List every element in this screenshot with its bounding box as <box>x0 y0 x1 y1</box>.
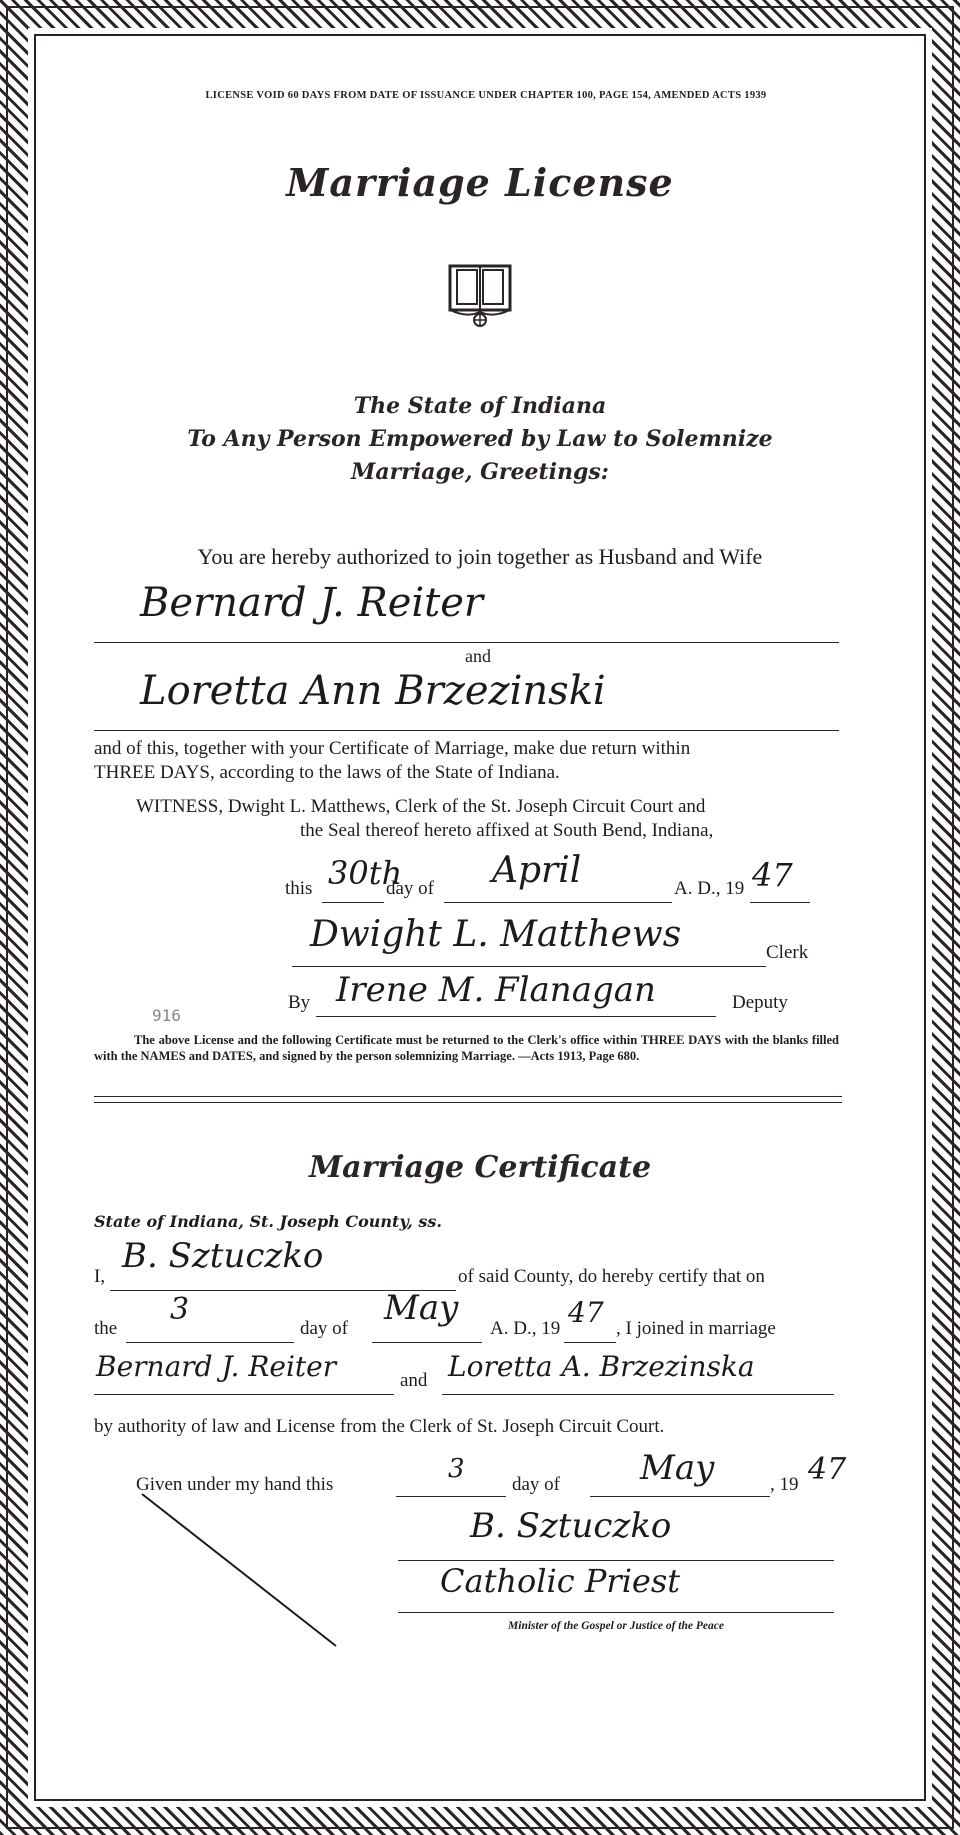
license-day-line <box>322 902 384 903</box>
bride-name-line <box>94 730 839 731</box>
license-title: Marriage License <box>286 160 674 205</box>
return-notice: The above License and the following Certificate must be returned to the Clerk's office within THREE DAYS with the blanks filled with the NAMES and DATES, and signed by the person solemnizing Marriage. —Acts 1913, Page 680. <box>94 1033 839 1063</box>
state-heading-line3: Marriage, Greetings: <box>351 459 609 485</box>
cert-year-handwritten: 47 <box>568 1296 604 1329</box>
joined-text: , I joined in marriage <box>616 1318 776 1339</box>
certify-text: of said County, do hereby certify that on <box>458 1266 765 1287</box>
cert-day-handwritten: 3 <box>170 1292 190 1327</box>
certificate-title: Marriage Certificate <box>308 1150 652 1185</box>
i-label: I, <box>94 1266 106 1287</box>
cert-bride-handwritten: Loretta A. Brzezinska <box>448 1350 755 1383</box>
officiant-name-handwritten: B. Sztuczko <box>122 1236 324 1276</box>
witness-line2: the Seal thereof hereto affixed at South Bend, Indiana, <box>300 820 714 841</box>
cert-month-line <box>372 1342 482 1343</box>
return-line1: and of this, together with your Certificate of Marriage, make due return within <box>94 738 691 759</box>
given-dayof-label: day of <box>512 1474 561 1495</box>
state-heading <box>60 390 900 489</box>
separator-line-bottom <box>94 1102 842 1103</box>
cert-year-line <box>564 1342 616 1343</box>
strike-mark <box>140 1490 340 1650</box>
stray-mark: 916 <box>152 1006 181 1025</box>
authorization-text: You are hereby authorized to join together as Husband and Wife <box>197 544 763 569</box>
separator-line-top <box>94 1096 842 1097</box>
given-day-line <box>396 1496 506 1497</box>
authority-text: by authority of law and License from the Clerk of St. Joseph Circuit Court. <box>94 1416 665 1437</box>
open-book-emblem-icon <box>447 260 513 330</box>
groom-name-line <box>94 642 839 643</box>
cert-day-line <box>126 1342 294 1343</box>
cert-ad-label: A. D., 19 <box>490 1318 561 1339</box>
ad-label: A. D., 19 <box>674 878 745 899</box>
groom-name-handwritten: Bernard J. Reiter <box>140 580 484 626</box>
given-month-handwritten: May <box>640 1448 715 1488</box>
cert-groom-handwritten: Bernard J. Reiter <box>96 1350 337 1383</box>
officiant-title-handwritten: Catholic Priest <box>440 1562 681 1600</box>
clerk-signature-line <box>292 966 766 967</box>
witness-line1: WITNESS, Dwight L. Matthews, Clerk of the St. Joseph Circuit Court and <box>136 796 706 817</box>
license-month-handwritten: April <box>492 850 582 891</box>
cert-month-handwritten: May <box>384 1288 459 1328</box>
officiant-signature-line <box>398 1560 834 1561</box>
officiant-title-line <box>398 1612 834 1613</box>
clerk-label: Clerk <box>766 942 809 963</box>
minister-label: Minister of the Gospel or Justice of the Peace <box>508 1620 724 1632</box>
this-label: this <box>285 878 313 899</box>
and-label: and <box>465 646 491 666</box>
given-label: Given under my hand this <box>136 1474 334 1495</box>
the-label: the <box>94 1318 118 1339</box>
cert-dayof-label: day of <box>300 1318 349 1339</box>
license-month-line <box>444 902 672 903</box>
document-page <box>60 60 900 1775</box>
given-day-handwritten: 3 <box>448 1454 465 1484</box>
return-line2: THREE DAYS, according to the laws of the State of Indiana. <box>94 762 560 783</box>
cert-groom-line <box>94 1394 394 1395</box>
deputy-label: Deputy <box>732 992 788 1013</box>
license-year-line <box>750 902 810 903</box>
bride-name-handwritten: Loretta Ann Brzezinski <box>140 668 606 714</box>
void-notice: LICENSE VOID 60 DAYS FROM DATE OF ISSUANCE UNDER CHAPTER 100, PAGE 154, AMENDED ACTS 1939 <box>205 90 767 101</box>
dayof-label: day of <box>386 878 435 899</box>
cert-bride-line <box>442 1394 834 1395</box>
license-year-handwritten: 47 <box>752 856 793 894</box>
state-heading-line1: The State of Indiana <box>353 393 607 419</box>
by-label: By <box>288 992 311 1013</box>
venue-line: State of Indiana, St. Joseph County, ss. <box>94 1212 442 1231</box>
officiant-signature: B. Sztuczko <box>470 1506 672 1546</box>
cert-and-label: and <box>400 1370 428 1391</box>
deputy-signature-line <box>316 1016 716 1017</box>
given-month-line <box>590 1496 770 1497</box>
given-year-handwritten: 47 <box>808 1452 847 1487</box>
deputy-signature: Irene M. Flanagan <box>336 970 656 1010</box>
clerk-signature: Dwight L. Matthews <box>310 914 682 955</box>
license-day-handwritten: 30th <box>328 854 403 892</box>
state-heading-line2: To Any Person Empowered by Law to Solemnize <box>187 426 773 452</box>
given-year-prefix: , 19 <box>770 1474 799 1495</box>
